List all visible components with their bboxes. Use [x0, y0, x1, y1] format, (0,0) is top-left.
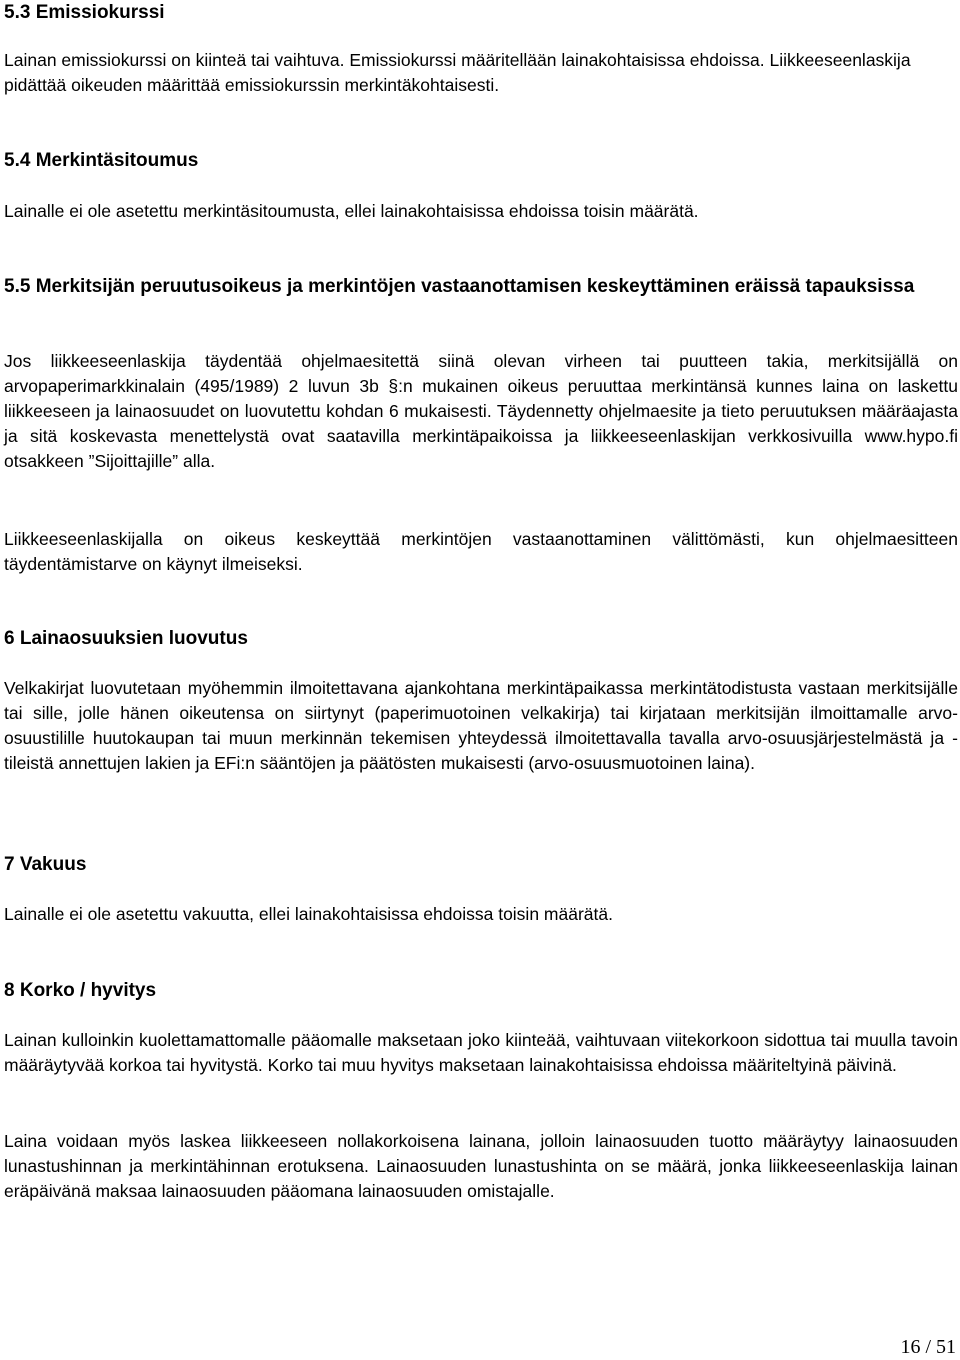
section-heading-5-4: 5.4 Merkintäsitoumus	[4, 150, 199, 171]
section-heading-5-5: 5.5 Merkitsijän peruutusoikeus ja merkintöjen vastaanottamisen keskeyttäminen eräissä tapauksissa	[4, 276, 915, 297]
paragraph-peruutusoikeus: Jos liikkeeseenlaskija täydentää ohjelmaesitettä siinä olevan virheen tai puutteen takia, merkitsijällä on arvopaperimarkkinalain (495/1989) 2 luvun 3b §:n mukainen oikeus peruuttaa merkintänsä kunnes laina on laskettu liikkeeseen ja lainaosuudet on luovutettu kohdan 6 mukaisesti. Täydennetty ohjelmaesite ja tieto peruutuksen määräajasta ja sitä koskevasta menettelystä ovat saatavilla merkintäpaikoissa ja liikkeeseenlaskijan verkkosivuilla www.hypo.fi otsakkeen ”Sijoittajille” alla.	[4, 351, 958, 471]
paragraph-merkintasitoumus: Lainalle ei ole asetettu merkintäsitoumusta, ellei lainakohtaisissa ehdoissa toisin määrätä.	[4, 201, 699, 221]
paragraph-vakuus: Lainalle ei ole asetettu vakuutta, ellei lainakohtaisissa ehdoissa toisin määrätä.	[4, 904, 613, 924]
section-heading-6: 6 Lainaosuuksien luovutus	[4, 628, 248, 649]
paragraph-keskeyttaminen: Liikkeeseenlaskijalla on oikeus keskeyttää merkintöjen vastaanottaminen välittömästi, kun ohjelmaesitteen täydentämistarve on käynyt ilmeiseksi.	[4, 529, 958, 574]
paragraph-nollakorko: Laina voidaan myös laskea liikkeeseen nollakorkoisena lainana, jolloin lainaosuuden tuotto määräytyy lainaosuuden lunastushinnan ja merkintähinnan erotuksena. Lainaosuuden lunastushinta on se määrä, jonka liikkeeseenlaskija lainan eräpäivänä maksaa lainaosuuden pääomana lainaosuuden omistajalle.	[4, 1131, 958, 1201]
paragraph-korko: Lainan kulloinkin kuolettamattomalle pääomalle maksetaan joko kiinteää, vaihtuvaan viitekorkoon sidottua tai muulla tavoin määräytyvää korkoa tai hyvitystä. Korko tai muu hyvitys maksetaan lainakohtaisissa ehdoissa määriteltyinä päivinä.	[4, 1030, 958, 1075]
section-heading-7: 7 Vakuus	[4, 854, 87, 875]
section-heading-8: 8 Korko / hyvitys	[4, 980, 157, 1001]
page-number: 16 / 51	[900, 1336, 956, 1358]
paragraph-emissiokurssi: Lainan emissiokurssi on kiinteä tai vaihtuva. Emissiokurssi määritellään lainakohtaisissa ehdoissa. Liikkeeseenlaskija pidättää oikeuden määrittää emissiokurssin merkintäkohtaisesti.	[4, 50, 911, 95]
paragraph-luovutus: Velkakirjat luovutetaan myöhemmin ilmoitettavana ajankohtana merkintäpaikassa merkintätodistusta vastaan merkitsijälle tai sille, jolle hänen oikeutensa on siirtynyt (paperimuotoinen velkakirja) tai kirjataan merkitsijän ilmoittamalle arvo-osuustilille huutokaupan tai muun merkinnän tekemisen yhteydessä ilmoitettavalla tavalla arvo-osuusjärjestelmästä ja -tileistä annettujen lakien ja EFi:n sääntöjen ja päätösten mukaisesti (arvo-osuusmuotoinen laina).	[4, 678, 958, 773]
section-heading-5-3: 5.3 Emissiokurssi	[4, 2, 165, 23]
